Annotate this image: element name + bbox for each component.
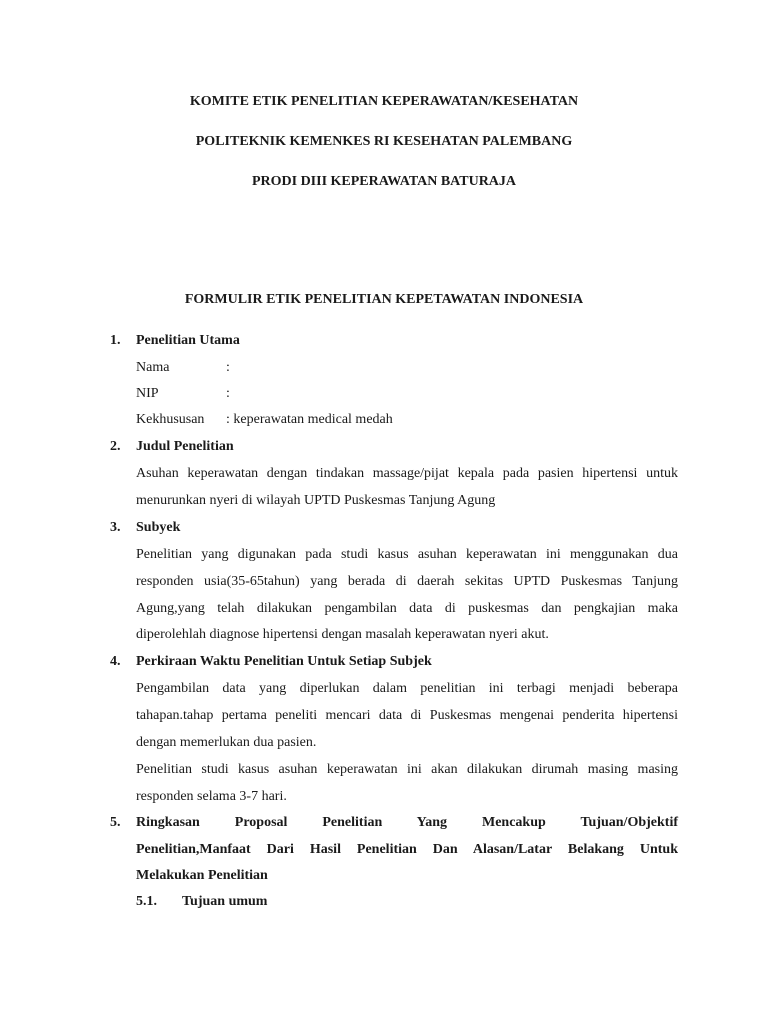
section-1-number: 1. [110, 333, 121, 348]
section-3-text-line: diperolehlah diagnose hipertensi dengan masalah keperawatan nyeri akut. [136, 627, 549, 642]
nama-row [136, 360, 230, 376]
section-3-text-line: Penelitian yang digunakan pada studi kasus asuhan keperawatan ini menggunakan dua [136, 547, 678, 562]
nip-label: NIP [136, 386, 159, 401]
section-4-text-line: tahapan.tahap pertama peneliti mencari data di Puskesmas mengenai penderita hipertensi [136, 708, 678, 723]
section-5-number: 5. [110, 815, 121, 830]
nip-value: : [226, 386, 230, 401]
section-3-text-line: responden usia(35-65tahun) yang berada di daerah sekitas UPTD Puskesmas Tanjung [136, 574, 678, 589]
section-3-text-line: Agung,yang telah dilakukan pengambilan data di puskesmas dan pengkajian maka [136, 601, 678, 616]
nama-value: : [226, 360, 230, 375]
section-2-text-line: Asuhan keperawatan dengan tindakan massage/pijat kepala pada pasien hipertensi untuk [136, 466, 678, 481]
section-4-number: 4. [110, 654, 121, 669]
committee-title: KOMITE ETIK PENELITIAN KEPERAWATAN/KESEHATAN [189, 94, 579, 109]
subsection-5-1-heading: Tujuan umum [182, 894, 268, 909]
section-2-number: 2. [110, 439, 121, 454]
section-5-heading-line: Melakukan Penelitian [136, 868, 268, 883]
section-3-heading: Subyek [136, 520, 181, 535]
kekhususan-value: : keperawatan medical medah [226, 412, 393, 427]
section-4-text-line: responden selama 3-7 hari. [136, 789, 287, 804]
institution-title: POLITEKNIK KEMENKES RI KESEHATAN PALEMBANG [195, 134, 573, 149]
kekhususan-label: Kekhususan [136, 412, 205, 427]
subsection-5-1-number: 5.1. [136, 894, 157, 909]
section-5-heading-line: Penelitian,Manfaat Dari Hasil Penelitian Dan Alasan/Latar Belakang Untuk [136, 842, 678, 857]
section-2-text-line: menurunkan nyeri di wilayah UPTD Puskesmas Tanjung Agung [136, 493, 496, 508]
section-4-text-line: Penelitian studi kasus asuhan keperawatan ini akan dilakukan dirumah masing masing [136, 762, 678, 777]
section-3-number: 3. [110, 520, 121, 535]
program-title: PRODI DIII KEPERAWATAN BATURAJA [251, 174, 517, 189]
section-4-heading: Perkiraan Waktu Penelitian Untuk Setiap Subjek [136, 654, 432, 669]
section-5-heading-line: Ringkasan Proposal Penelitian Yang Mencakup Tujuan/Objektif [136, 815, 678, 830]
nip-row [136, 386, 230, 402]
nama-label: Nama [136, 360, 170, 375]
section-4-text-line: Pengambilan data yang diperlukan dalam penelitian ini terbagi menjadi beberapa [136, 681, 678, 696]
section-2-heading: Judul Penelitian [136, 439, 234, 454]
section-4-text-line: dengan memerlukan dua pasien. [136, 735, 317, 750]
form-title: FORMULIR ETIK PENELITIAN KEPETAWATAN INDONESIA [184, 292, 584, 307]
kekhususan-row [136, 412, 393, 428]
section-1-heading: Penelitian Utama [136, 333, 240, 348]
